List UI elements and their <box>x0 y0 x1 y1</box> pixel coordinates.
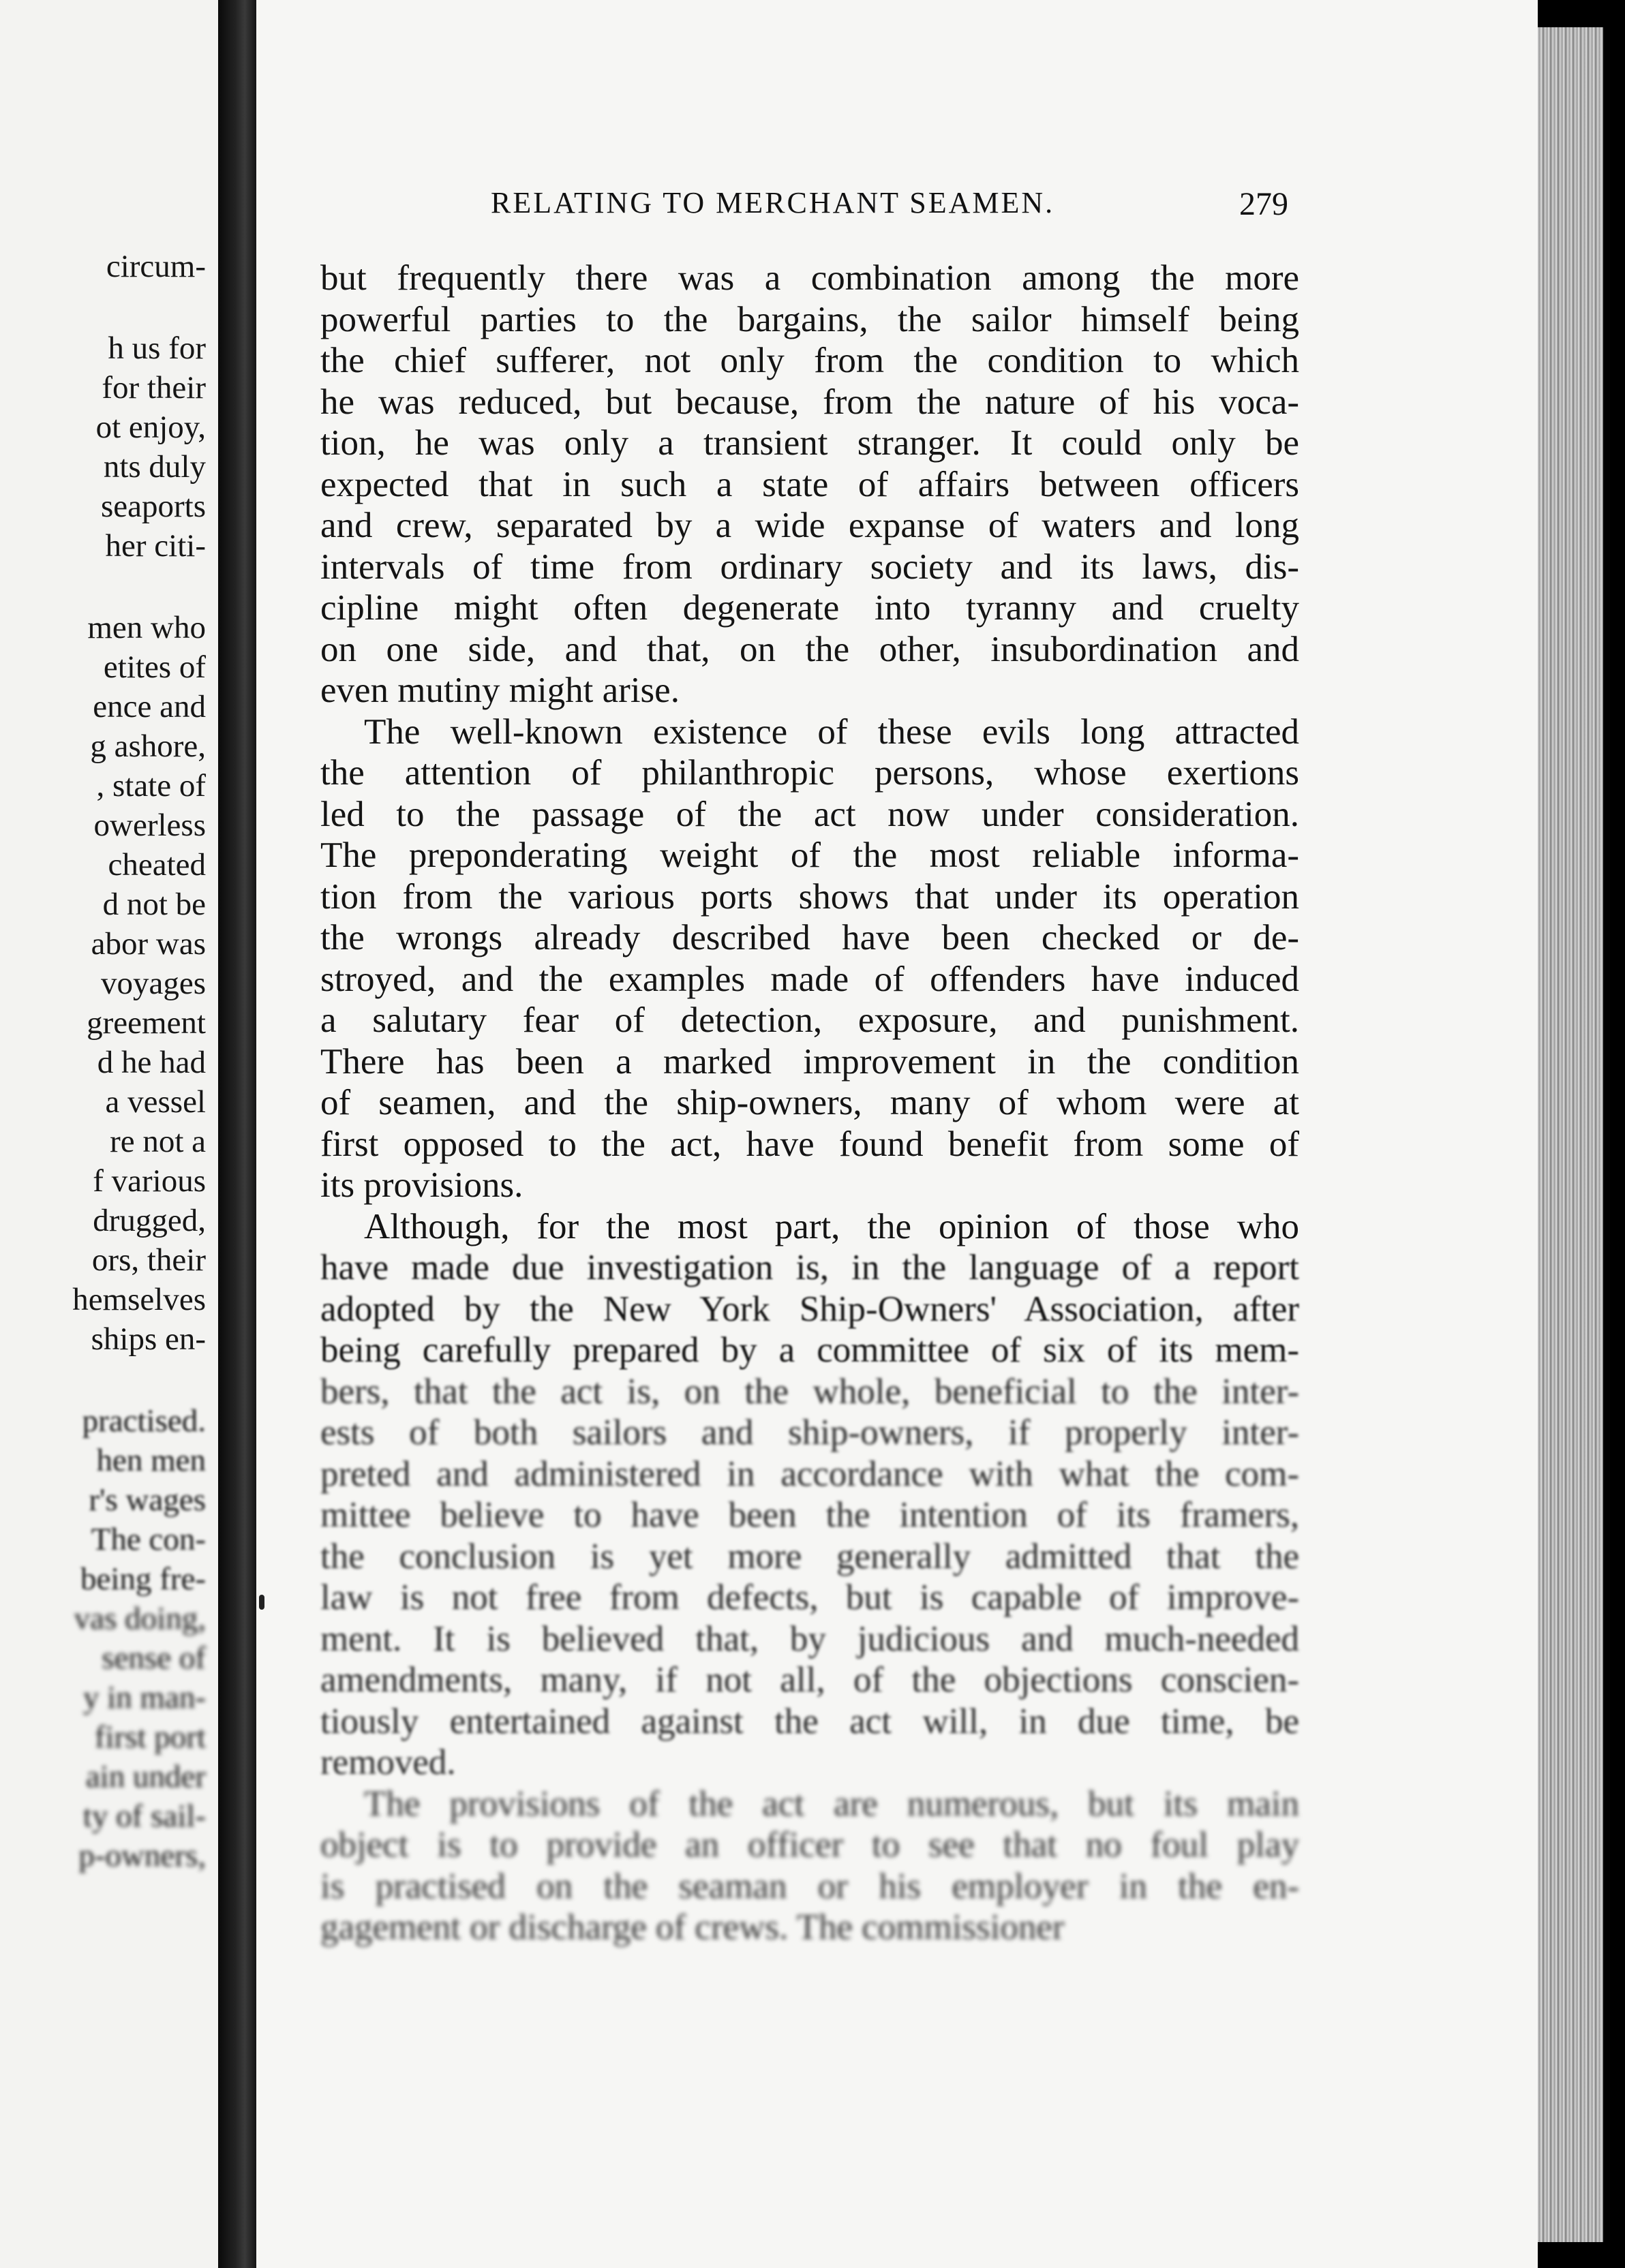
text-line: the conclusion is yet more generally admitted that the <box>320 1536 1299 1576</box>
facing-page-line: abor was <box>91 926 206 962</box>
facing-page-line: vas doing, <box>74 1601 206 1636</box>
facing-page-line: , state of <box>96 768 206 803</box>
text-line: gagement or discharge of crews. The commissioner <box>320 1907 1065 1947</box>
facing-page-line: etites of <box>103 649 206 685</box>
text-line: cipline might often degenerate into tyranny and cruelty <box>320 588 1299 628</box>
text-line: The well-known existence of these evils long attracted <box>364 711 1299 752</box>
text-line: powerful parties to the bargains, the sailor himself being <box>320 299 1299 339</box>
body-text <box>320 258 1299 1948</box>
book-gutter <box>218 0 256 2268</box>
text-line: adopted by the New York Ship-Owners' Association, after <box>320 1289 1299 1329</box>
text-line: bers, that the act is, on the whole, beneficial to the inter- <box>320 1371 1299 1411</box>
facing-page-line: hemselves <box>72 1282 206 1317</box>
facing-page-line: cheated <box>108 847 206 883</box>
text-line: and crew, separated by a wide expanse of waters and long <box>320 506 1299 545</box>
facing-page-line: practised. <box>82 1403 206 1439</box>
text-line: tion, he was only a transient stranger. It could only be <box>320 423 1299 463</box>
text-line: intervals of time from ordinary society and its laws, dis- <box>320 547 1299 587</box>
text-line: mittee believe to have been the intention of its framers, <box>320 1495 1299 1535</box>
text-line: The preponderating weight of the most reliable informa- <box>320 836 1299 875</box>
facing-page-line: owerless <box>93 808 206 843</box>
facing-page-line: ain under <box>85 1759 206 1794</box>
text-line: preted and administered in accordance with what the com- <box>320 1454 1299 1494</box>
text-line: object is to provide an officer to see that no foul play <box>320 1825 1299 1865</box>
text-line: a salutary fear of detection, exposure, and punishment. <box>320 1000 1299 1040</box>
facing-page-line: ence and <box>93 689 206 724</box>
text-line: he was reduced, but because, from the nature of his voca- <box>320 382 1299 422</box>
text-line: expected that in such a state of affairs between officers <box>320 464 1299 504</box>
text-line: law is not free from defects, but is capable of improve- <box>320 1578 1299 1617</box>
facing-page-line: ships en- <box>91 1321 206 1357</box>
text-line: ment. It is believed that, by judicious and much-needed <box>320 1619 1299 1659</box>
text-line: The provisions of the act are numerous, but its main <box>364 1783 1299 1824</box>
facing-page-line: p-owners, <box>78 1838 206 1873</box>
text-line: even mutiny might arise. <box>320 671 680 710</box>
running-head: RELATING TO MERCHANT SEAMEN. <box>491 186 1055 219</box>
text-line: have made due investigation is, in the language of a report <box>320 1248 1299 1287</box>
facing-page-line: ty of sail- <box>82 1798 206 1834</box>
facing-page-line: circum- <box>106 249 206 284</box>
facing-page-line: nts duly <box>103 449 206 485</box>
text-line: ests of both sailors and ship-owners, if properly inter- <box>320 1413 1299 1452</box>
text-line: There has been a marked improvement in the condition <box>320 1041 1299 1082</box>
facing-page-line: f various <box>93 1163 206 1199</box>
facing-page-line: greement <box>87 1005 206 1041</box>
facing-page-line: r's wages <box>89 1482 206 1518</box>
facing-page-line: being fre- <box>80 1561 206 1597</box>
facing-page-fragment <box>0 0 218 2268</box>
facing-page-line: ors, their <box>91 1242 206 1278</box>
facing-page-line: sense of <box>102 1640 206 1676</box>
text-line: stroyed, and the examples made of offenders have induced <box>320 959 1299 999</box>
text-line: the chief sufferer, not only from the condition to which <box>320 341 1299 380</box>
text-line: but frequently there was a combination among the more <box>320 258 1299 298</box>
facing-page-line: seaports <box>100 489 206 524</box>
facing-page-line: The con- <box>91 1522 206 1557</box>
text-line: first opposed to the act, have found benefit from some of <box>320 1124 1299 1164</box>
text-line: being carefully prepared by a committee of six of its mem- <box>320 1330 1299 1370</box>
text-line: led to the passage of the act now under consideration. <box>320 794 1299 834</box>
text-line: is practised on the seaman or his employer in the en- <box>320 1866 1299 1906</box>
text-line: tiously entertained against the act will, in due time, be <box>320 1701 1299 1741</box>
facing-page-line: re not a <box>110 1124 206 1159</box>
facing-page-line: first port <box>94 1719 206 1755</box>
text-line: amendments, many, if not all, of the objections conscien- <box>320 1660 1299 1700</box>
facing-page-line: voyages <box>100 966 206 1001</box>
facing-page-line: men who <box>87 610 206 645</box>
facing-page-line: y in man- <box>82 1680 206 1715</box>
facing-page-line: hen men <box>96 1443 206 1478</box>
facing-page-line: d he had <box>97 1045 206 1080</box>
text-line: removed. <box>320 1743 456 1782</box>
facing-page-line: a vessel <box>105 1084 206 1120</box>
text-line: on one side, and that, on the other, insubordination and <box>320 629 1299 669</box>
facing-page-line: g ashore, <box>90 729 206 764</box>
facing-page-line: h us for <box>108 331 206 366</box>
facing-page-line: d not be <box>102 887 206 922</box>
page-number: 279 <box>1239 186 1288 222</box>
text-line: the attention of philanthropic persons, whose exertions <box>320 753 1299 793</box>
page-edges <box>1538 27 1603 2242</box>
text-line: the wrongs already described have been checked or de- <box>320 918 1299 957</box>
text-line: its provisions. <box>320 1165 523 1205</box>
facing-page-line: for their <box>102 370 206 405</box>
ink-speck <box>259 1595 264 1610</box>
facing-page-line: ot enjoy, <box>95 410 206 445</box>
text-line: Although, for the most part, the opinion of those who <box>364 1206 1299 1246</box>
text-line: of seamen, and the ship-owners, many of whom were at <box>320 1083 1299 1122</box>
text-line: tion from the various ports shows that under its operation <box>320 876 1299 917</box>
facing-page-line: her citi- <box>105 528 206 564</box>
facing-page-line: drugged, <box>93 1203 206 1238</box>
